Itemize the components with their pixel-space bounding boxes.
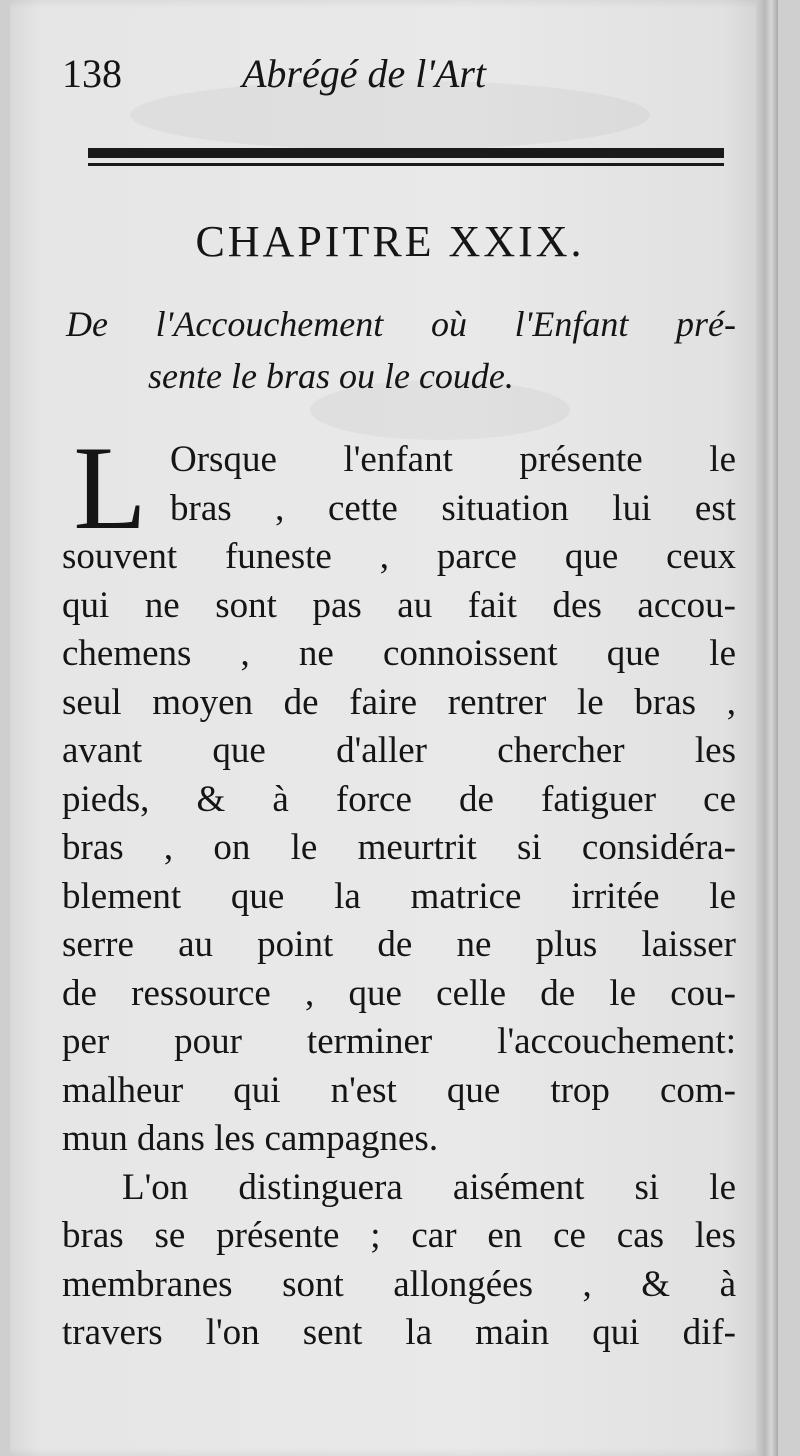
text-line: blement que la matrice irritée le	[62, 875, 736, 917]
rule-thick	[88, 148, 724, 158]
running-title: Abrégé de l'Art	[242, 51, 487, 96]
chapter-title: CHAPITRE XXIX.	[195, 217, 585, 266]
text-line: qui ne sont pas au fait des accou-	[62, 584, 736, 626]
drop-cap: L	[73, 421, 147, 554]
text-line: travers l'on sent la main qui dif-	[62, 1312, 736, 1353]
subtitle-line: De l'Accouchement où l'Enfant pré-	[66, 304, 736, 344]
running-header	[62, 50, 722, 106]
text-line: souvent funeste , parce que ceux	[62, 536, 736, 577]
text-line: bras , cette situation lui est	[170, 487, 736, 529]
body-text	[62, 421, 736, 1358]
text-line: bras , on le meurtrit si considéra-	[62, 827, 736, 868]
text-line: mun dans les campagnes.	[62, 1118, 439, 1159]
text-line: L'on distinguera aisément si le	[122, 1166, 736, 1208]
page-edge	[756, 0, 778, 1456]
chapter-subtitle	[66, 298, 736, 402]
text-line: per pour terminer l'accouchement:	[62, 1021, 736, 1062]
text-line: chemens , ne connoissent que le	[62, 633, 736, 674]
text-line: bras se présente ; car en ce cas les	[62, 1215, 736, 1256]
text-line: seul moyen de faire rentrer le bras ,	[62, 681, 736, 723]
text-line: de ressource , que celle de le cou-	[62, 972, 736, 1014]
rule-thin	[88, 163, 724, 166]
page-number: 138	[62, 51, 122, 96]
text-line: Orsque l'enfant présente le	[170, 439, 736, 480]
text-line: membranes sont allongées , & à	[62, 1263, 736, 1305]
text-line: serre au point de ne plus laisser	[62, 924, 736, 965]
text-line: pieds, & à force de fatiguer ce	[62, 778, 736, 820]
subtitle-line: sente le bras ou le coude.	[148, 356, 514, 396]
header-rule	[88, 148, 724, 166]
text-line: malheur qui n'est que trop com-	[62, 1069, 736, 1111]
text-line: avant que d'aller chercher les	[62, 730, 736, 771]
